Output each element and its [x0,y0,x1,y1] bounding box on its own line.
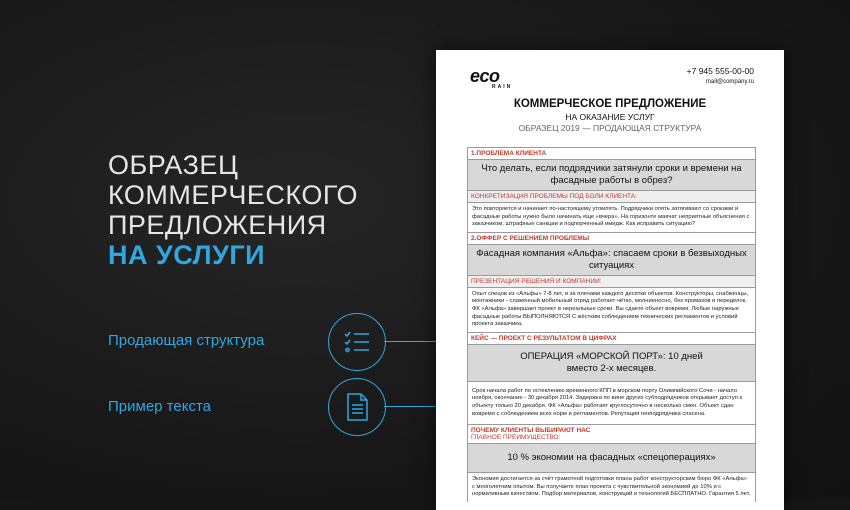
headline-line-2: КОММЕРЧЕСКОГО [108,180,358,210]
case-title: ОПЕРАЦИЯ «МОРСКОЙ ПОРТ»: 10 дней вместо 2-х месяцев. [467,344,756,381]
feature-label-text-sample: Пример текста [108,398,211,415]
checklist-icon [328,313,386,371]
offer-text: Фасадная компания «Альфа»: спасаем сроки в безвыходных ситуациях [467,244,756,275]
headline-line-1: ОБРАЗЕЦ [108,150,239,180]
section-header: 1.ПРОБЛЕМА КЛИЕНТА [467,147,756,159]
section-header: 2.ОФФЕР С РЕШЕНИЕМ ПРОБЛЕМЫ [467,232,756,244]
company-logo [470,66,530,92]
document-title: КОММЕРЧЕСКОЕ ПРЕДЛОЖЕНИЕ [513,98,707,110]
connector-line [384,341,436,342]
logo-text: eco [470,66,500,86]
headline [108,150,358,270]
document-title-block [436,98,784,133]
section-header [467,424,756,443]
section-body: Экономия достигается за счёт грамотной подготовки плана работ конструкторским бюро ФК «Альфа» с многолетним опытом. Вы получаете план проекта с чувствительной экономией до 10% и с нормативным качеством. Подбор материалов, конструкций и технологий БЕСПЛАТНО. Гарантия 5 лет. [467,472,756,502]
problem-question: Что делать, если подрядчики затянули сроки и времени на фасадные работы в обрез? [467,159,756,190]
section-header: КЕЙС — ПРОЕКТ С РЕЗУЛЬТАТОМ В ЦИФРАХ [467,332,756,344]
contacts [687,66,754,85]
logo-subtext: RAIN [492,84,513,90]
advantage-highlight: 10 % экономии на фасадных «спецоперациях» [467,443,756,472]
section-subheader: ПРЕЗЕНТАЦИЯ РЕШЕНИЯ И КОМПАНИИ: [467,275,756,287]
section-body: Срок начала работ по остеклению временного КПП в морском порту Олимпийского Сочи - начало ноября, окончание - 30 декабря 2014. Задержка по вине других субподрядчиков открывает доступ к объекту только 20 декабря. ФК «Альфа» работает круглосуточно в несколько смен. Объект сдан вовремя с соблюдением всех норм и регламентов. Репутация генподрядчика спасена. [467,381,756,424]
feature-label-structure: Продающая структура [108,332,265,349]
document-caption: ОБРАЗЕЦ 2019 — ПРОДАЮЩАЯ СТРУКТУРА [518,123,702,133]
section-header-title: ПОЧЕМУ КЛИЕНТЫ ВЫБИРАЮТ НАС [471,427,591,435]
phone-number: +7 945 555-00-00 [686,66,754,76]
section-subheader: КОНКРЕТИЗАЦИЯ ПРОБЛЕМЫ ПОД БОЛИ КЛИЕНТА: [467,190,756,202]
headline-accent: НА УСЛУГИ [108,240,266,270]
document-subtitle: НА ОКАЗАНИЕ УСЛУГ [565,112,655,122]
section-subheader: ГЛАВНОЕ ПРЕИМУЩЕСТВО: [471,434,561,442]
proposal-document [436,50,784,510]
connector-line [384,406,436,407]
section-body: Опыт спецов из «Альфы» 7-8 лет, и за плечами каждого десятки объектов. Конструкторы, снабженцы, монтажники - слаженный мобильный отряд работает чётко, молниеносно, без промахов и переделок. ФК «Альфа» завершает проект в нереальные сроки. Вы сдаете объект вовремя. Любые наружные фасадные работы ВЫПОЛНЯЮТСЯ С жёстким соблюдением технических регламентов и условий проекта заказчика. [467,287,756,332]
document-icon [328,378,386,436]
headline-line-3: ПРЕДЛОЖЕНИЯ [108,210,327,240]
email-address: mail@company.ru [706,79,754,85]
section-body: Это повторяется и начинает по-настоящему утомлять. Подрядчики опять затягивают со сроками и фасадные работы нужно было начинать еще «вчера». На горизонте маячат неприятные объяснения с заказчиком, штрафные санкции и подпорченный имидж. Как исправить ситуацию? [467,202,756,232]
proposal-table [467,147,756,502]
